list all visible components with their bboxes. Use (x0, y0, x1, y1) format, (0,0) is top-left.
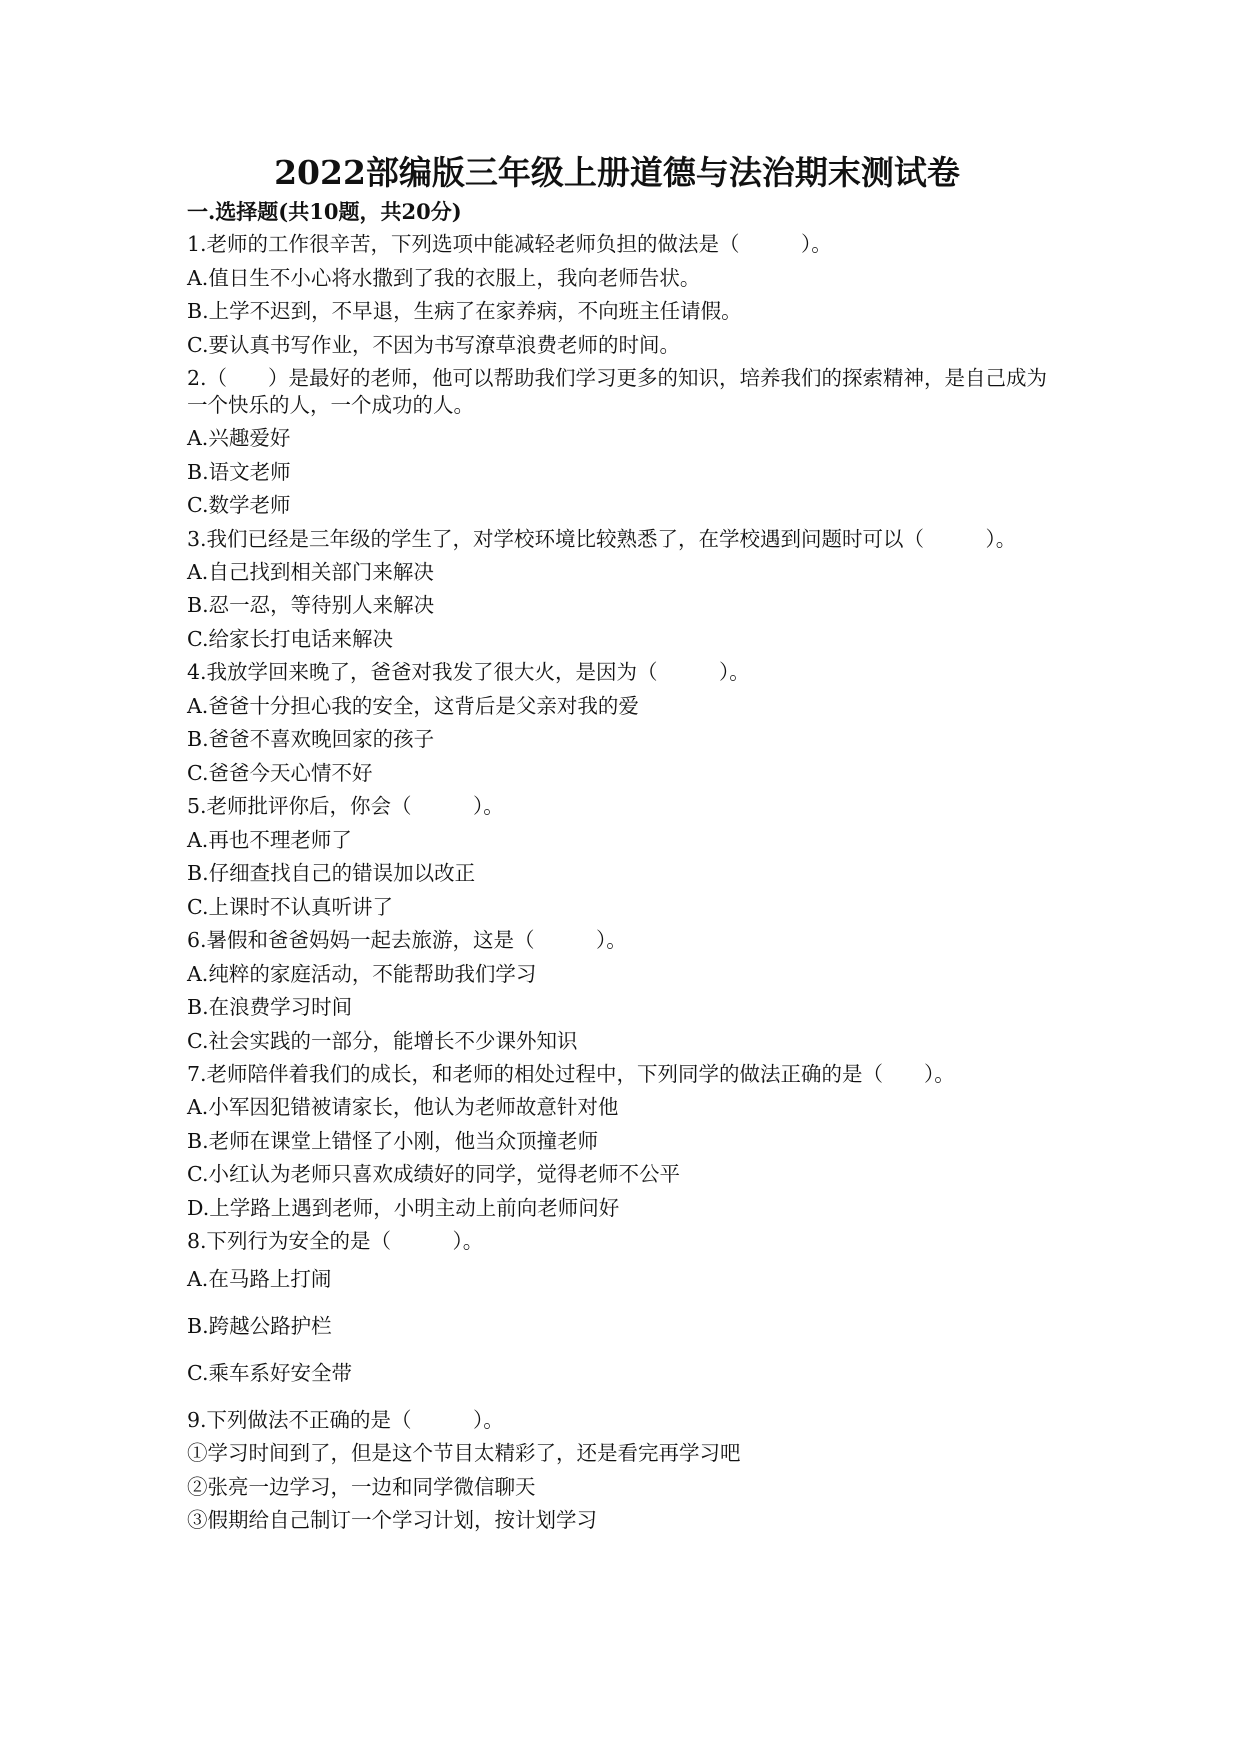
option-b: B.语文老师 (187, 459, 291, 484)
option-c: C.小红认为老师只喜欢成绩好的同学，觉得老师不公平 (187, 1162, 680, 1186)
option-c: C.给家长打电话来解决 (187, 626, 393, 651)
question-stem: 8.下列行为安全的是（ ）。 (187, 1229, 484, 1253)
question-stem: 5.老师批评你后，你会（ ）。 (187, 794, 504, 818)
option-b: B.爸爸不喜欢晚回家的孩子 (187, 727, 435, 751)
option-a: A.纯粹的家庭活动，不能帮助我们学习 (187, 961, 537, 986)
option-b: B.上学不迟到，不早退，生病了在家养病，不向班主任请假。 (187, 299, 742, 323)
statement-3: ③假期给自己制订一个学习计划，按计划学习 (187, 1508, 597, 1532)
question-stem: 9.下列做法不正确的是（ ）。 (187, 1407, 504, 1432)
option-a: A.小军因犯错被请家长，他认为老师故意针对他 (187, 1095, 619, 1119)
option-b: B.跨越公路护栏 (187, 1313, 332, 1338)
option-b: B.仔细查找自己的错误加以改正 (187, 861, 476, 885)
option-b: B.忍一忍，等待别人来解决 (187, 593, 435, 617)
option-c: C.上课时不认真听讲了 (187, 894, 393, 919)
option-c: C.乘车系好安全带 (187, 1360, 352, 1385)
question-stem: 1.老师的工作很辛苦，下列选项中能减轻老师负担的做法是（ ）。 (187, 232, 832, 256)
option-a: A.在马路上打闹 (187, 1266, 332, 1291)
option-a: A.兴趣爱好 (187, 426, 291, 450)
question-stem: 7.老师陪伴着我们的成长，和老师的相处过程中，下列同学的做法正确的是（ ）。 (187, 1062, 955, 1086)
option-c: C.要认真书写作业，不因为书写潦草浪费老师的时间。 (187, 332, 680, 357)
question-stem: 4.我放学回来晚了，爸爸对我发了很大火，是因为（ ）。 (187, 660, 750, 684)
section-heading: 一.选择题(共10题，共20分) (187, 199, 462, 224)
option-d: D.上学路上遇到老师，小明主动上前向老师问好 (187, 1195, 620, 1220)
option-a: A.爸爸十分担心我的安全，这背后是父亲对我的爱 (187, 693, 639, 718)
option-b: B.在浪费学习时间 (187, 995, 353, 1019)
question-stem: 6.暑假和爸爸妈妈一起去旅游，这是（ ）。 (187, 928, 627, 952)
option-a: A.自己找到相关部门来解决 (187, 559, 434, 584)
question-stem: 2.（ ）是最好的老师，他可以帮助我们学习更多的知识，培养我们的探索精神，是自己成为一个快乐的人，一个成功的人。 (187, 366, 1048, 417)
option-c: C.数学老师 (187, 493, 291, 517)
page-title: 2022部编版三年级上册道德与法治期末测试卷 (274, 153, 960, 192)
statement-2: ②张亮一边学习，一边和同学微信聊天 (187, 1474, 536, 1499)
option-a: A.再也不理老师了 (187, 827, 352, 852)
option-b: B.老师在课堂上错怪了小刚，他当众顶撞老师 (187, 1128, 599, 1153)
statement-1: ①学习时间到了，但是这个节目太精彩了，还是看完再学习吧 (187, 1441, 741, 1465)
option-c: C.爸爸今天心情不好 (187, 760, 373, 785)
exam-page (187, 150, 1057, 1538)
option-c: C.社会实践的一部分，能增长不少课外知识 (187, 1028, 578, 1053)
question-stem: 3.我们已经是三年级的学生了，对学校环境比较熟悉了，在学校遇到问题时可以（ ）。 (187, 526, 1017, 551)
option-a: A.值日生不小心将水撒到了我的衣服上，我向老师告状。 (187, 265, 701, 290)
